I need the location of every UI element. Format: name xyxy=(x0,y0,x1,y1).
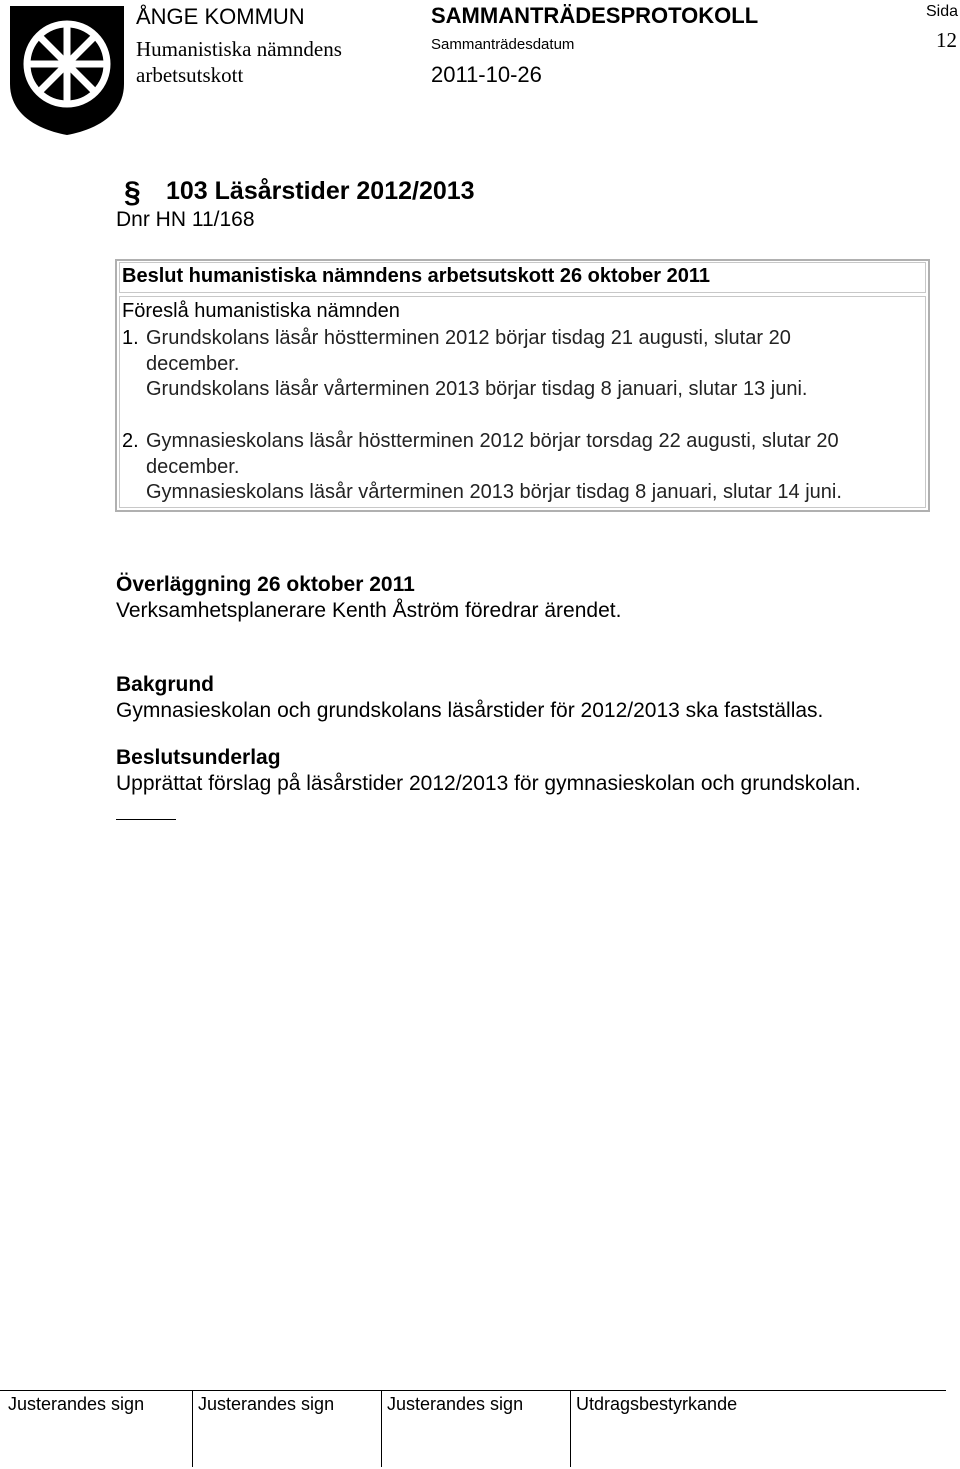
decision-item-1-number: 1. xyxy=(122,327,139,349)
end-of-section-rule xyxy=(116,819,176,820)
municipality-coat-of-arms-logo xyxy=(8,4,126,136)
basis-text: Upprättat förslag på läsårstider 2012/2013 för gymnasieskolan och grundskolan. xyxy=(116,772,861,795)
page-number: 12 xyxy=(936,28,957,52)
footer-sign-2: Justerandes sign xyxy=(198,1394,335,1414)
section-title: 103 Läsårstider 2012/2013 xyxy=(166,177,475,205)
decision-item-2-line-2: december. xyxy=(146,456,240,478)
decision-item-1-line-1: Grundskolans läsår höstterminen 2012 börjar tisdag 21 augusti, slutar 20 xyxy=(146,327,791,349)
decision-heading: Beslut humanistiska nämndens arbetsutskott 26 oktober 2011 xyxy=(122,265,710,287)
board-name: Humanistiska nämndens xyxy=(136,37,342,61)
deliberation-heading: Överläggning 26 oktober 2011 xyxy=(116,573,415,596)
meeting-date-label: Sammanträdesdatum xyxy=(431,36,575,53)
page-label: Sida xyxy=(926,3,959,20)
footer-extract-certification: Utdragsbestyrkande xyxy=(576,1394,738,1414)
board-name-line2: arbetsutskott xyxy=(136,63,244,87)
meeting-date: 2011-10-26 xyxy=(431,62,542,87)
decision-intro: Föreslå humanistiska nämnden xyxy=(122,300,400,322)
background-heading: Bakgrund xyxy=(116,673,215,696)
paragraph-symbol: § xyxy=(124,176,141,209)
case-number: Dnr HN 11/168 xyxy=(116,208,255,231)
document-type: SAMMANTRÄDESPROTOKOLL xyxy=(431,3,759,28)
decision-item-1-line-3: Grundskolans läsår vårterminen 2013 börjar tisdag 8 januari, slutar 13 juni. xyxy=(146,378,808,400)
decision-item-1-line-2: december. xyxy=(146,353,240,375)
background-text: Gymnasieskolan och grundskolans läsårstider för 2012/2013 ska fastställas. xyxy=(116,699,824,722)
basis-heading: Beslutsunderlag xyxy=(116,746,281,769)
decision-item-2-line-1: Gymnasieskolans läsår höstterminen 2012 börjar torsdag 22 augusti, slutar 20 xyxy=(146,430,839,452)
decision-item-2-line-3: Gymnasieskolans läsår vårterminen 2013 börjar tisdag 8 januari, slutar 14 juni. xyxy=(146,481,842,503)
municipality-name: ÅNGE KOMMUN xyxy=(136,4,305,29)
footer-divider xyxy=(570,1390,571,1467)
footer-divider xyxy=(192,1390,193,1467)
footer-rule xyxy=(0,1390,946,1391)
footer-divider xyxy=(381,1390,382,1467)
footer-sign-1: Justerandes sign xyxy=(8,1394,145,1414)
deliberation-text: Verksamhetsplanerare Kenth Åström föredrar ärendet. xyxy=(116,599,622,622)
decision-item-2-number: 2. xyxy=(122,430,139,452)
footer-sign-3: Justerandes sign xyxy=(387,1394,524,1414)
